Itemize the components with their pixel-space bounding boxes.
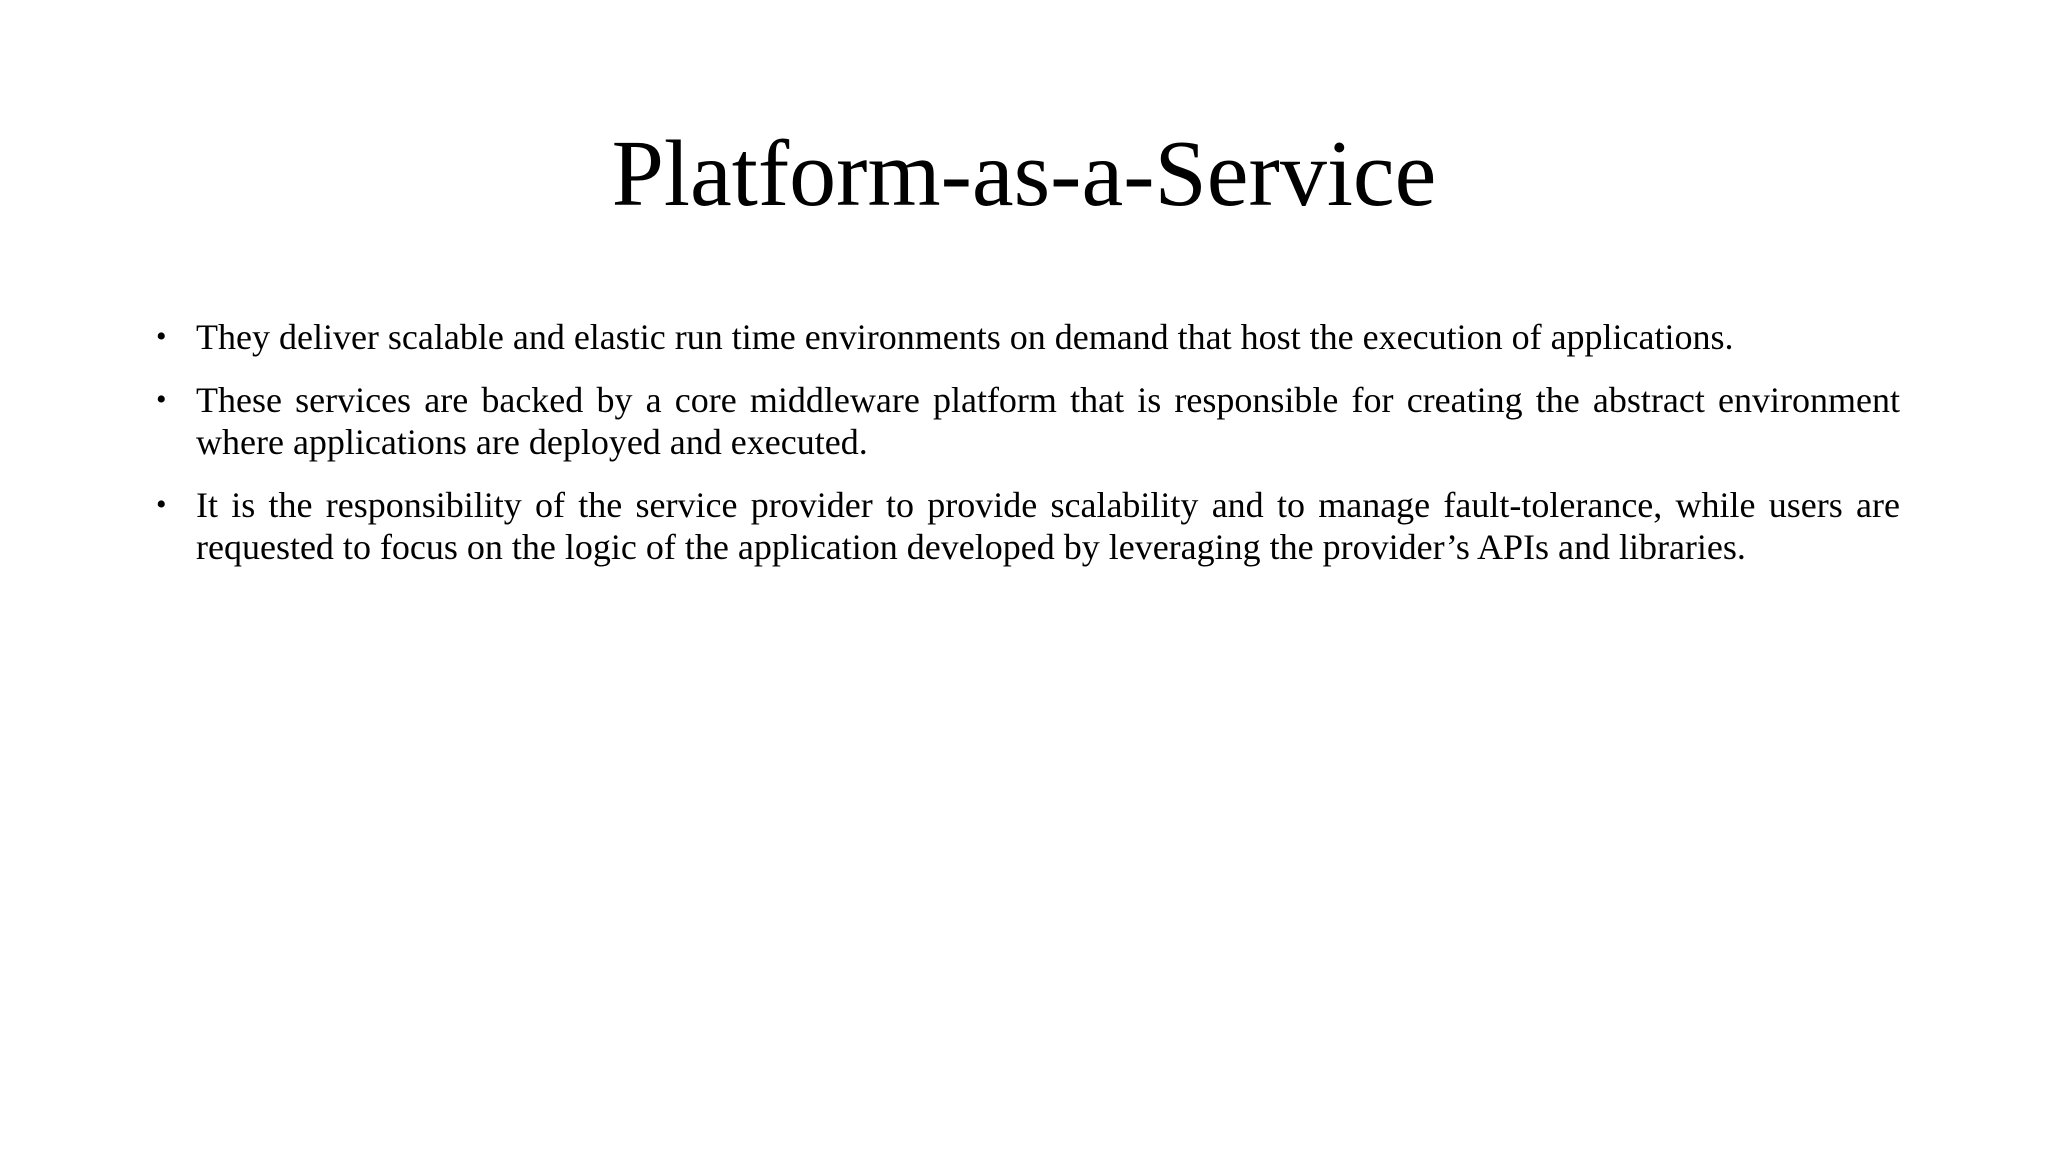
bullet-text: These services are backed by a core middleware platform that is responsible for creating the abstract environment where applications are deployed and executed.: [196, 380, 1900, 462]
bullet-item: [150, 379, 1900, 463]
bullet-text: They deliver scalable and elastic run time environments on demand that host the execution of applications.: [196, 317, 1734, 357]
bullet-text: It is the responsibility of the service provider to provide scalability and to manage fault-tolerance, while users are requested to focus on the logic of the application developed by leveraging the provider’s APIs and libraries.: [196, 485, 1900, 567]
bullet-dot-icon: •: [156, 383, 167, 416]
bullet-item: [150, 484, 1900, 568]
bullet-dot-icon: •: [156, 320, 167, 353]
bullet-item: [150, 316, 1900, 358]
slide-title: Platform-as-a-Service: [611, 122, 1437, 226]
bullet-dot-icon: •: [156, 488, 167, 521]
bullet-list: [150, 316, 1900, 589]
